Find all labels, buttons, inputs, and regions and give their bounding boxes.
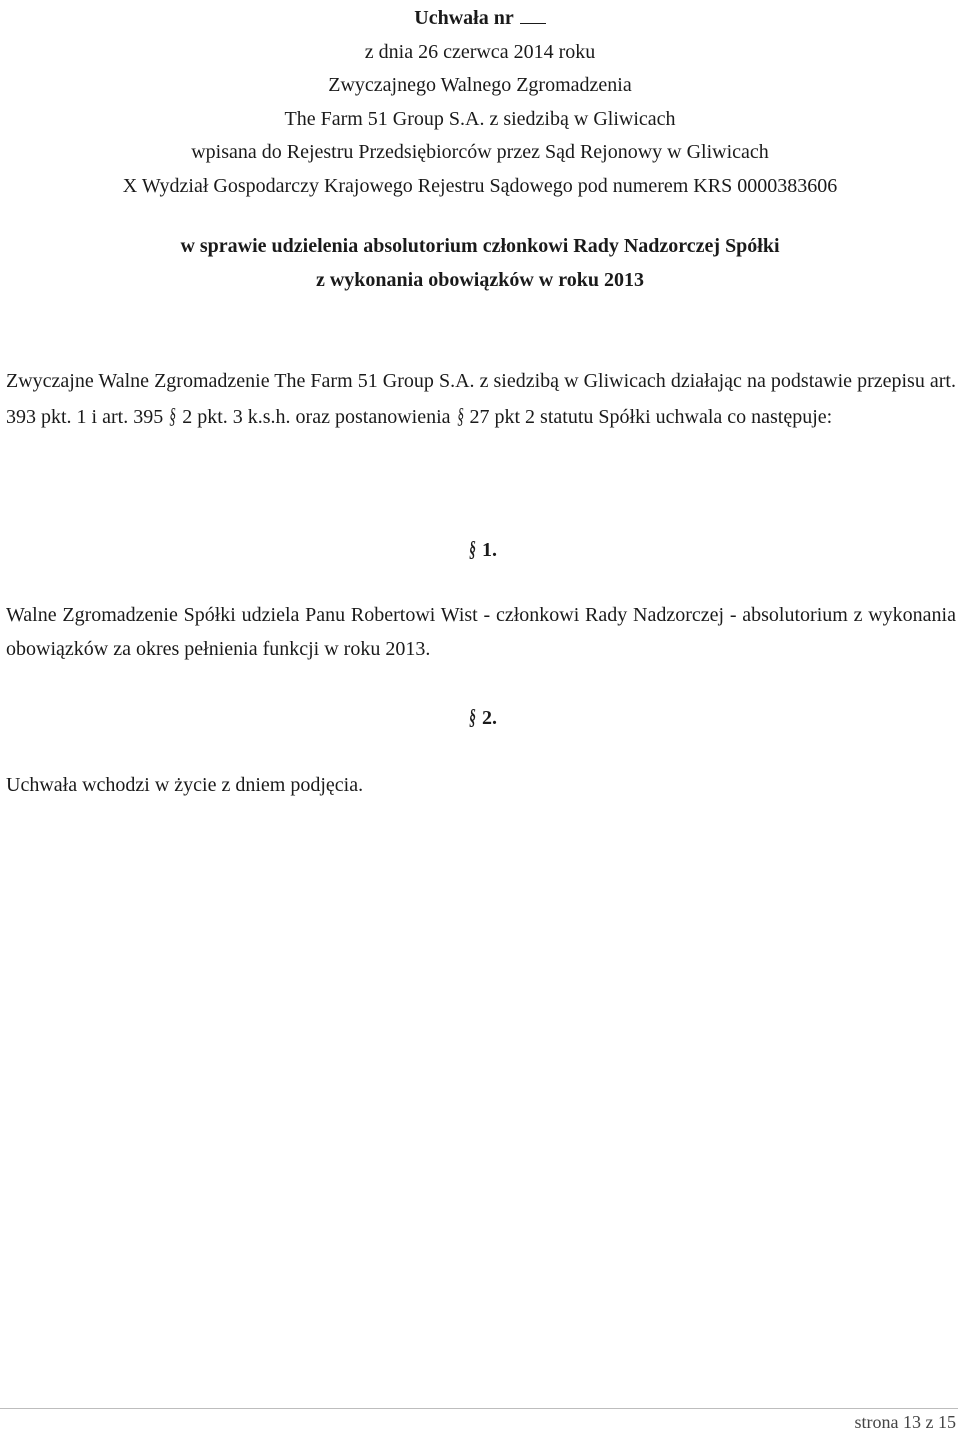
resolution-title <box>0 2 960 36</box>
section-symbol: § <box>169 402 177 428</box>
resolution-subject <box>0 230 960 297</box>
resolution-date: z dnia 26 czerwca 2014 roku <box>364 40 596 63</box>
company-name: The Farm 51 Group S.A. z siedzibą w Gliwicach <box>284 107 676 130</box>
section-1-number: 1. <box>482 539 497 561</box>
section-2-number: 2. <box>482 707 497 729</box>
page-number: strona 13 z 15 <box>854 1412 956 1432</box>
subject-line-2: z wykonania obowiązków w roku 2013 <box>315 268 645 291</box>
preamble-part-2: 2 pkt. 3 k.s.h. oraz postanowienia <box>182 405 451 428</box>
section-2-heading <box>0 700 960 736</box>
section-symbol: § <box>469 536 476 561</box>
section-2-text: Uchwała wchodzi w życie z dniem podjęcia. <box>6 774 364 796</box>
assembly-name: Zwyczajnego Walnego Zgromadzenia <box>328 74 632 96</box>
resolution-number-blank <box>520 9 546 24</box>
footer-divider <box>0 1408 958 1409</box>
preamble-part-1: Zwyczajne Walne Zgromadzenie The Farm 51 Group S.A. z siedzibą w Gliwicach działając na podstawie przepisu art. 393 pkt. 1 i art. 395 <box>6 370 956 428</box>
section-symbol: § <box>469 704 476 729</box>
resolution-title-text: Uchwała nr <box>414 7 514 29</box>
subject-line-1: w sprawie udzielenia absolutorium członkowi Rady Nadzorczej Spółki <box>180 235 780 257</box>
krs-info: X Wydział Gospodarczy Krajowego Rejestru Sądowego pod numerem KRS 0000383606 <box>122 174 838 197</box>
preamble-paragraph <box>6 365 956 434</box>
section-1-heading <box>0 532 960 568</box>
section-symbol: § <box>456 402 464 428</box>
document-header <box>0 2 960 203</box>
register-info: wpisana do Rejestru Przedsiębiorców przez Sąd Rejonowy w Gliwicach <box>191 141 769 163</box>
section-1-text: Walne Zgromadzenie Spółki udziela Panu Robertowi Wist - członkowi Rady Nadzorczej - absolutorium z wykonania obowiązków za okres pełnienia funkcji w roku 2013. <box>6 604 956 660</box>
preamble-part-3: 27 pkt 2 statutu Spółki uchwala co następuje: <box>469 405 833 428</box>
